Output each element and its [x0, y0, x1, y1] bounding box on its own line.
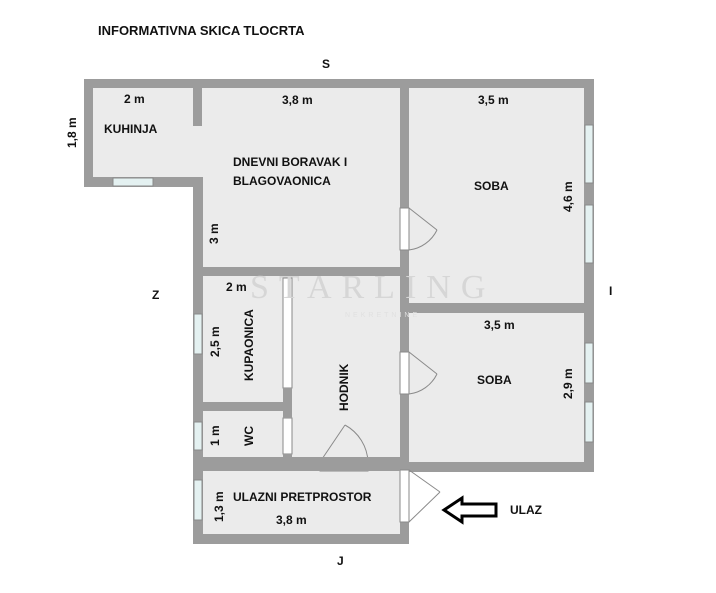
bathroom-name: KUPAONICA [242, 309, 256, 381]
window-bathroom [194, 314, 202, 354]
compass-east: I [609, 284, 613, 298]
arrow-left-icon [444, 498, 496, 522]
bedroom-bottom-floor [409, 313, 584, 462]
door-opening-bedroom-bottom [400, 352, 409, 394]
door-swing-main [409, 470, 440, 522]
living-width: 3,8 m [282, 93, 313, 107]
entrance-arrow [444, 498, 542, 522]
bathroom-width: 2 m [226, 280, 247, 294]
bedroom-bottom-name: SOBA [477, 373, 512, 387]
watermark-brand: STARLING [250, 269, 496, 306]
bedroom-bottom-depth: 2,9 m [561, 368, 575, 399]
compass-west: Z [152, 288, 160, 302]
window-wc [194, 422, 202, 450]
window-bedroom-top-1 [585, 125, 593, 183]
entry-name: ULAZNI PRETPROSTOR [233, 490, 372, 504]
bedroom-top-depth: 4,6 m [561, 181, 575, 212]
bedroom-bottom-width: 3,5 m [484, 318, 515, 332]
entrance-label: ULAZ [510, 503, 542, 517]
hallway-name: HODNIK [337, 363, 351, 411]
window-bedroom-bottom-2 [585, 402, 593, 442]
door-opening-main [400, 470, 409, 522]
entry-width: 3,8 m [276, 513, 307, 527]
bedroom-top-name: SOBA [474, 179, 509, 193]
living-depth: 3 m [207, 223, 221, 244]
door-opening-bedroom-top [400, 208, 409, 250]
window-kitchen [113, 178, 153, 186]
compass-north: S [322, 57, 331, 71]
entry-depth: 1,3 m [212, 491, 226, 522]
bedroom-top-width: 3,5 m [478, 93, 509, 107]
door-opening-wc [283, 418, 292, 454]
kitchen-name: KUHINJA [104, 122, 158, 136]
kitchen-depth: 1,8 m [65, 117, 79, 148]
living-name-line2: BLAGOVAONICA [233, 174, 331, 188]
living-name-line1: DNEVNI BORAVAK I [233, 155, 348, 169]
wc-depth: 1 m [208, 425, 222, 446]
watermark-tagline: NEKRETNINE [345, 312, 421, 319]
living-floor-lower [203, 177, 400, 267]
window-entry [194, 480, 202, 520]
window-bedroom-bottom-1 [585, 343, 593, 383]
bathroom-depth: 2,5 m [208, 326, 222, 357]
kitchen-width: 2 m [124, 92, 145, 106]
kitchen-wall-stub [193, 88, 202, 126]
compass-south: J [337, 554, 344, 568]
window-bedroom-top-2 [585, 205, 593, 263]
wc-name: WC [242, 426, 256, 446]
plan-title: INFORMATIVNA SKICA TLOCRTA [98, 23, 305, 38]
